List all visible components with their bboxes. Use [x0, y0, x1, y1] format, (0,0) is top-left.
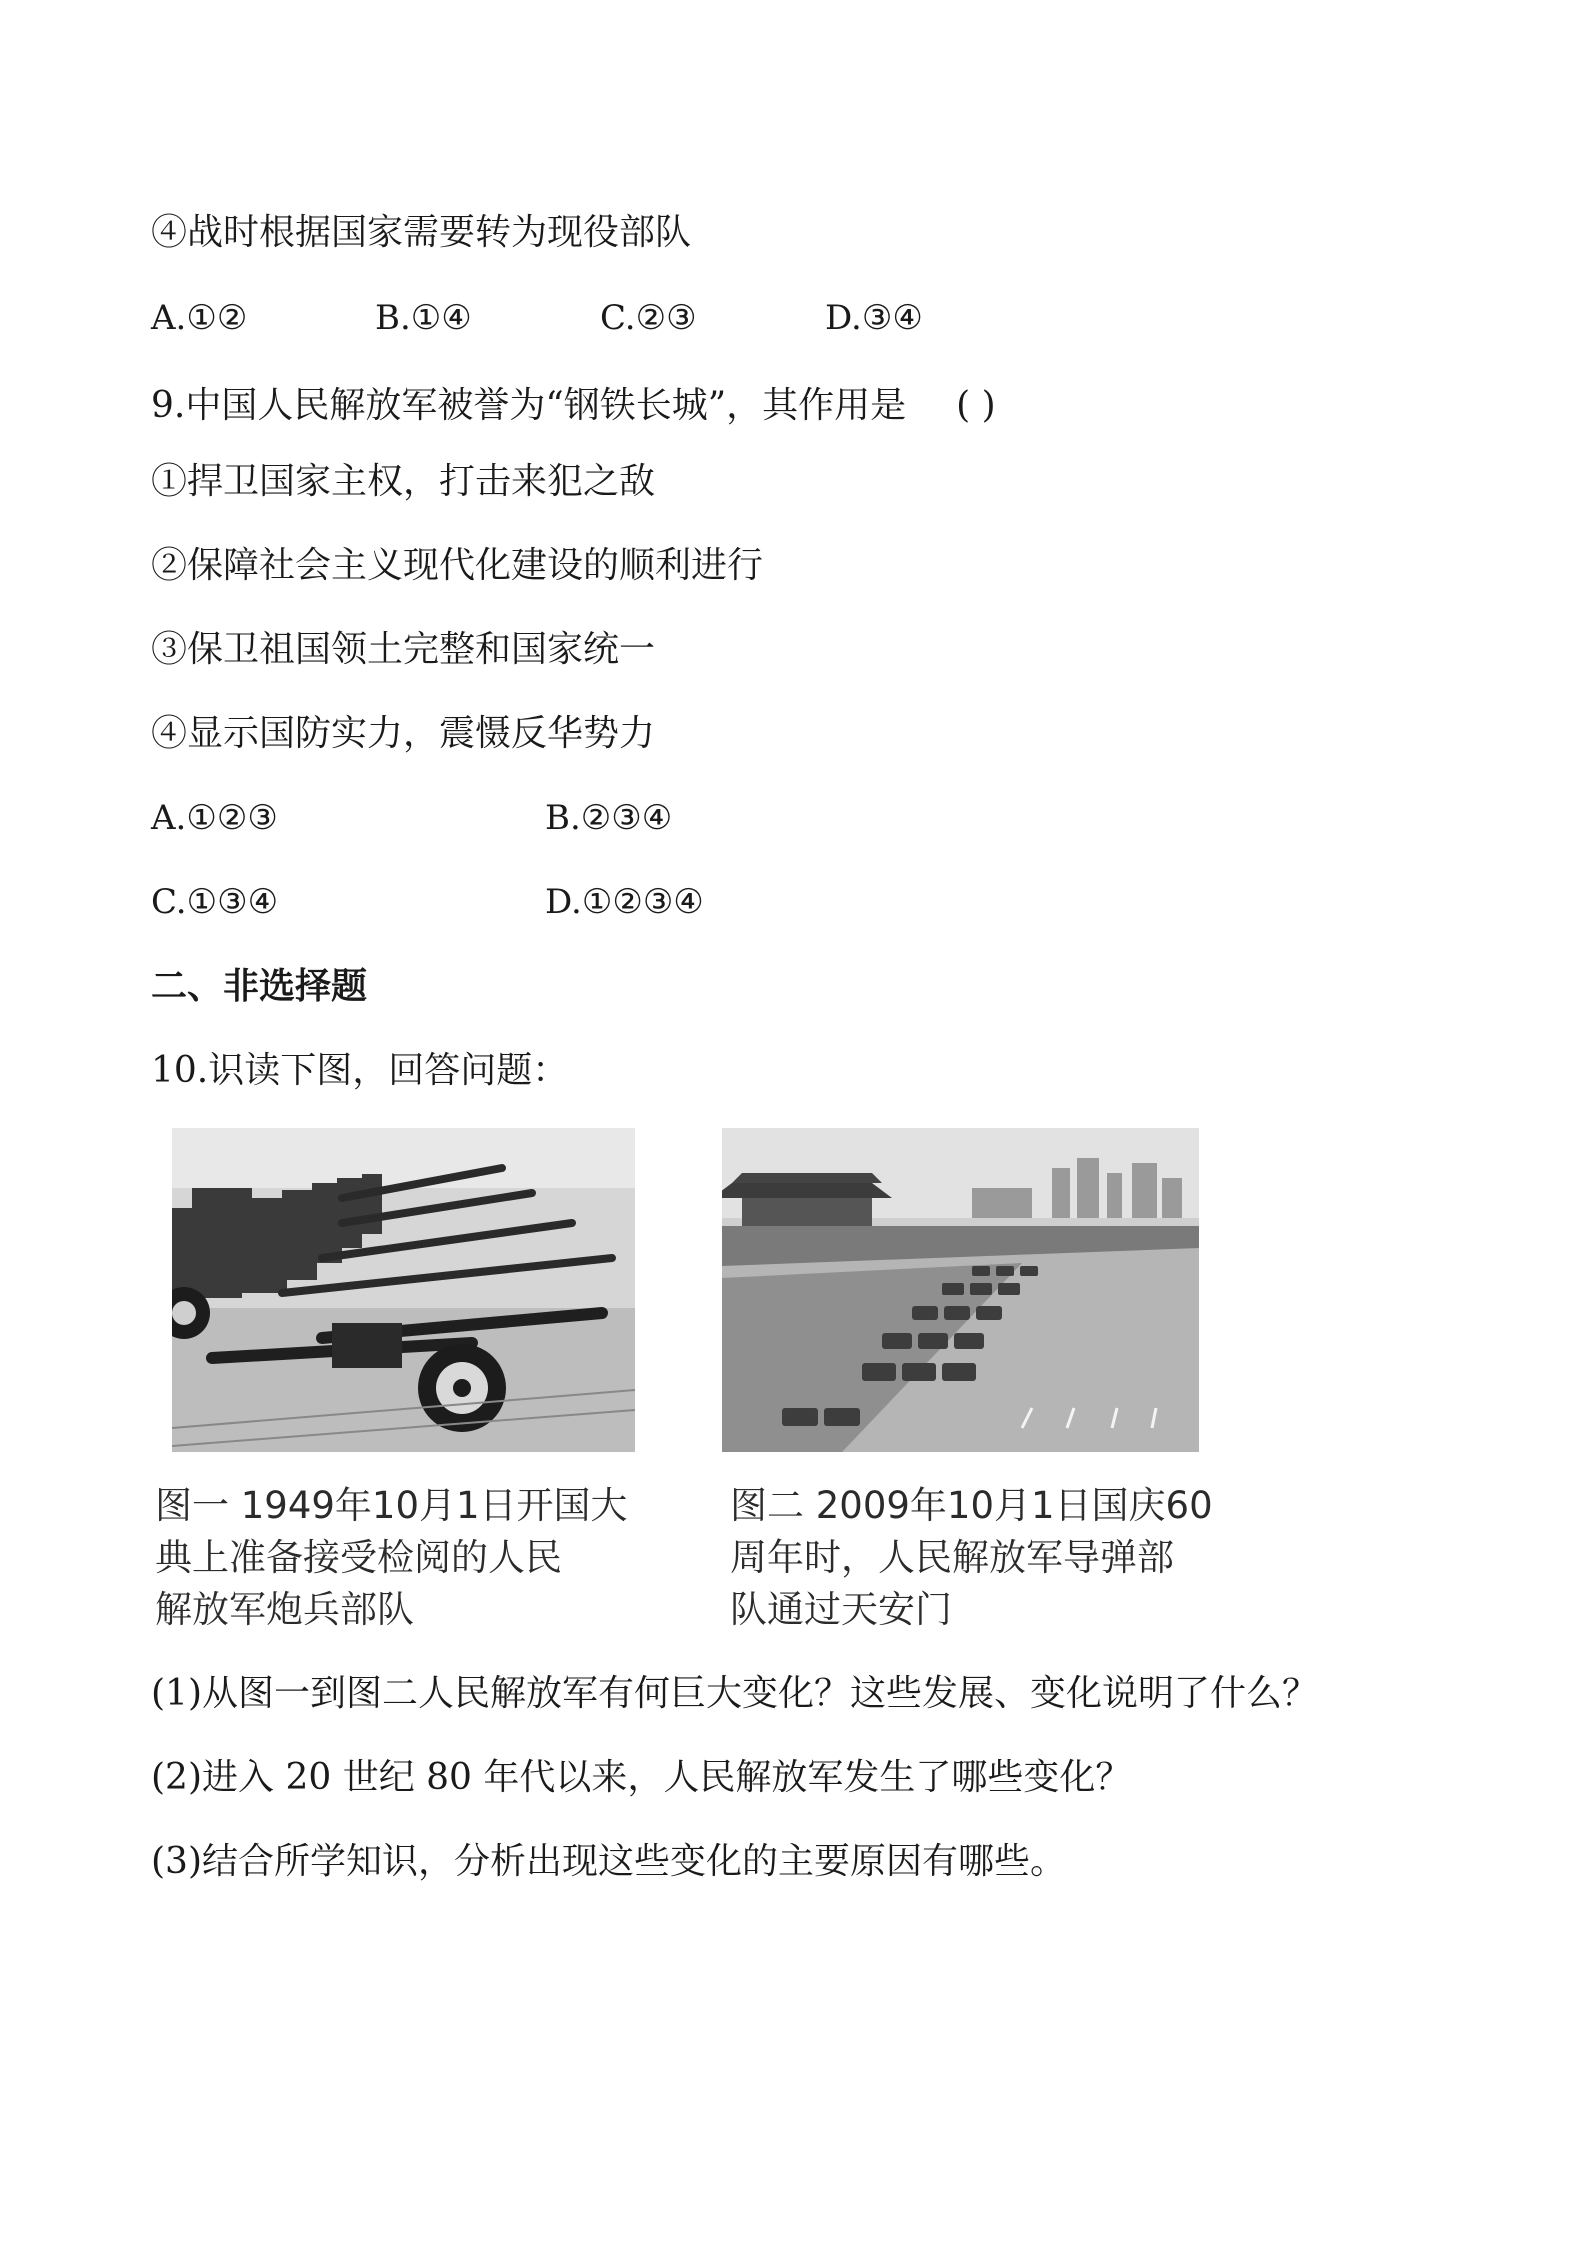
- section-heading: 二、非选择题: [151, 965, 368, 1007]
- q9-item-2: ②保障社会主义现代化建设的顺利进行: [151, 545, 764, 586]
- q9-option-a: A.①②③: [151, 798, 278, 838]
- figure-2-caption: [730, 1480, 1213, 1636]
- figure-1-caption-line-1: 图一 1949年10月1日开国大: [155, 1484, 628, 1527]
- figure-1-caption: [155, 1480, 628, 1636]
- figure-2-photo: [722, 1128, 1199, 1452]
- q10-subquestion-1: (1)从图一到图二人民解放军有何巨大变化？这些发展、变化说明了什么？: [151, 1673, 1318, 1714]
- q10-subquestion-2: (2)进入 20 世纪 80 年代以来，人民解放军发生了哪些变化？: [151, 1757, 1132, 1798]
- figure-1-caption-line-3: 解放军炮兵部队: [155, 1588, 414, 1631]
- figure-2-caption-line-2: 周年时，人民解放军导弹部: [730, 1536, 1174, 1579]
- q9-option-d: D.①②③④: [545, 882, 704, 922]
- q8-option-c: C.②③: [600, 298, 697, 338]
- q8-option-a: A.①②: [151, 298, 248, 338]
- q9-item-1: ①捍卫国家主权，打击来犯之敌: [151, 461, 656, 502]
- figure-1-caption-line-2: 典上准备接受检阅的人民: [155, 1536, 562, 1579]
- figure-1-photo: [172, 1128, 635, 1452]
- q8-option-d: D.③④: [825, 298, 923, 338]
- q10-stem: 10.识读下图，回答问题：: [151, 1050, 569, 1091]
- q9-option-c: C.①③④: [151, 882, 279, 922]
- q9-item-4: ④显示国防实力，震慑反华势力: [151, 713, 656, 754]
- q8-item-4: ④战时根据国家需要转为现役部队: [151, 212, 692, 253]
- q9-stem: [151, 382, 996, 430]
- q9-stem-text: 9.中国人民解放军被誉为“钢铁长城”，其作用是: [151, 385, 907, 426]
- q9-answer-blank: ( ): [956, 385, 996, 426]
- q10-subquestion-3: (3)结合所学知识，分析出现这些变化的主要原因有哪些。: [151, 1841, 1066, 1882]
- q8-option-b: B.①④: [375, 298, 472, 338]
- figure-2-caption-line-3: 队通过天安门: [730, 1588, 952, 1631]
- q9-option-b: B.②③④: [545, 798, 673, 838]
- figure-2-caption-line-1: 图二 2009年10月1日国庆60: [730, 1484, 1213, 1527]
- q9-item-3: ③保卫祖国领土完整和国家统一: [151, 629, 656, 670]
